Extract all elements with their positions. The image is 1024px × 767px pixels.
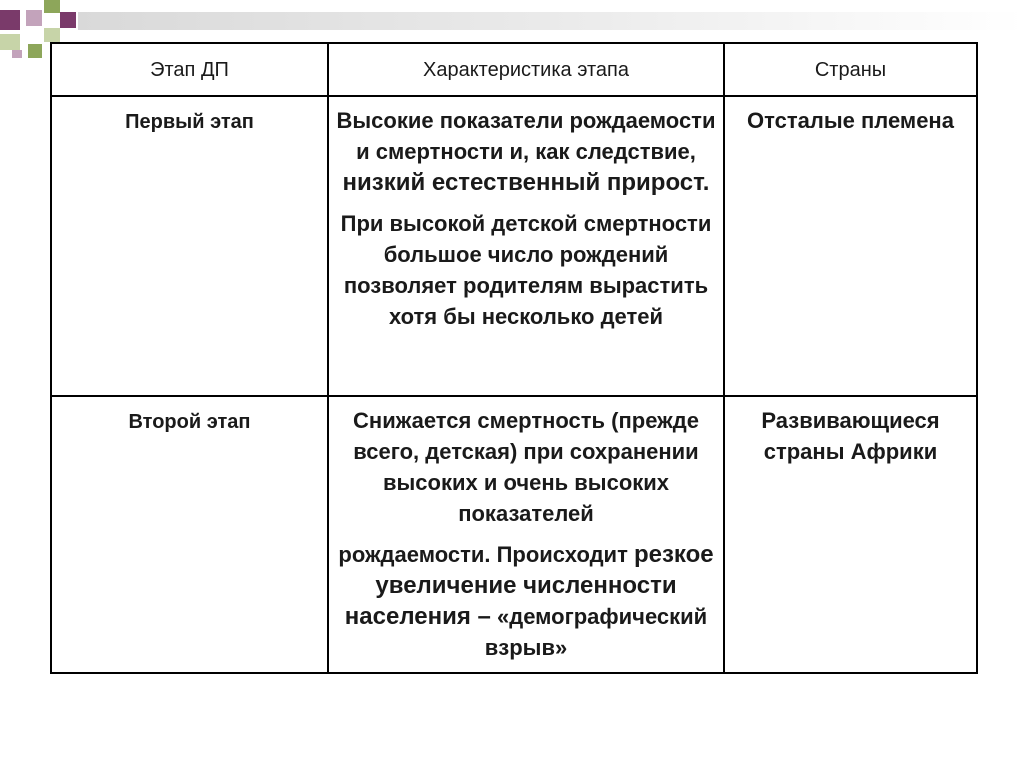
characteristic-text-emphasis: резкое увеличение численности населения – — [344, 541, 714, 630]
characteristic-cell — [328, 96, 724, 396]
table-row — [51, 396, 977, 673]
characteristic-text: «демографический взрыв» — [484, 604, 708, 660]
stage-cell: Первый этап — [51, 96, 328, 396]
characteristic-text-emphasis: низкий естественный прирост. — [342, 169, 710, 196]
decor-square — [44, 0, 60, 13]
decor-square — [0, 34, 20, 50]
countries-cell: Отсталые племена — [724, 96, 977, 396]
decor-square — [28, 44, 42, 58]
characteristic-text: При высокой детской смертности большое число рождений позволяет родителям вырастить хотя бы несколько детей — [340, 211, 712, 329]
countries-cell: Развивающиеся страны Африки — [724, 396, 977, 673]
decor-square — [60, 12, 76, 28]
stage-cell: Второй этап — [51, 396, 328, 673]
header-cell-stage: Этап ДП — [51, 43, 328, 96]
characteristic-text: рождаемости. Происходит — [338, 542, 628, 567]
characteristic-cell — [328, 396, 724, 673]
characteristic-text: Снижается смертность (прежде всего, детская) при сохранении высоких и очень высоких показателей — [353, 408, 699, 526]
decor-square — [44, 28, 60, 42]
header-bar — [78, 12, 1024, 30]
decor-square — [12, 50, 22, 58]
decor-square — [26, 10, 42, 26]
demographic-transition-table — [50, 42, 978, 674]
decor-square — [0, 10, 20, 30]
table-row — [51, 96, 977, 396]
characteristic-text: Высокие показатели рождаемости и смертности и, как следствие, — [336, 108, 716, 164]
table-header-row — [51, 43, 977, 96]
header-cell-characteristic: Характеристика этапа — [328, 43, 724, 96]
header-cell-countries: Страны — [724, 43, 977, 96]
